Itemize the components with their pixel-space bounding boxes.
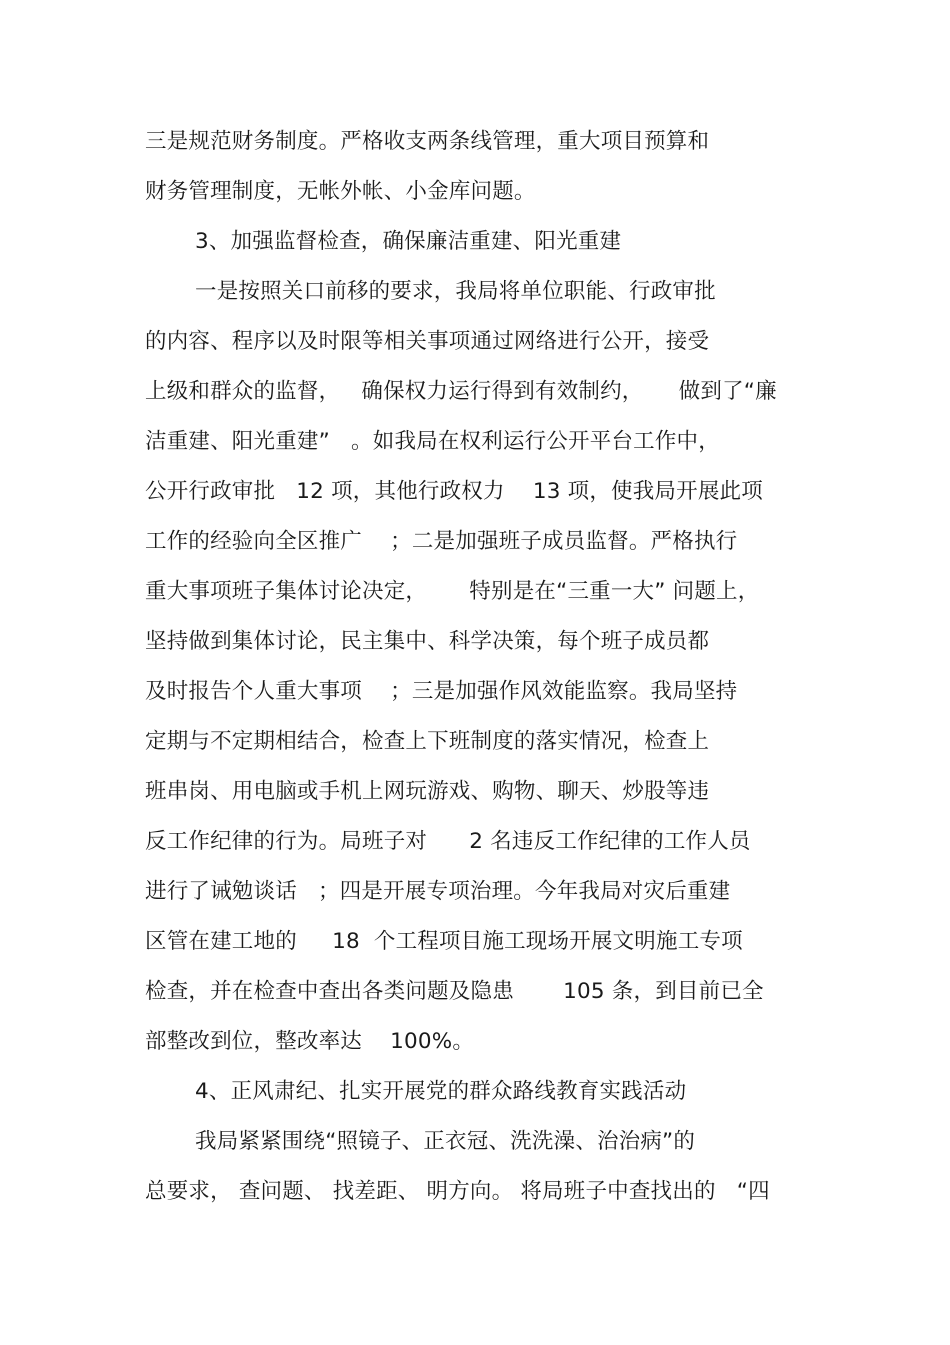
text-line: 我局紧紧围绕“照镜子、正衣冠、洗洗澡、治治病”的 [195, 1129, 696, 1154]
text-line: 定期与不定期相结合，检查上下班制度的落实情况，检查上 [145, 729, 710, 754]
section-heading: 3、加强监督检查，确保廉洁重建、阳光重建 [195, 229, 622, 254]
text-line: 班串岗、用电脑或手机上网玩游戏、购物、聊天、炒股等违 [145, 779, 710, 804]
text-line: 三是规范财务制度。严格收支两条线管理，重大项目预算和 [145, 129, 710, 154]
text-line: 的内容、程序以及时限等相关事项通过网络进行公开，接受 [145, 329, 710, 354]
text-line: 重大事项班子集体讨论决定， 特别是在“三重一大” 问题上， [145, 579, 760, 604]
text-line: 及时报告个人重大事项 ；三是加强作风效能监察。我局坚持 [145, 679, 738, 704]
text-line: 总要求， 查问题、 找差距、 明方向。 将局班子中查找出的 “四 [145, 1179, 770, 1204]
text-line: 工作的经验向全区推广 ；二是加强班子成员监督。严格执行 [145, 529, 738, 554]
text-line: 坚持做到集体讨论，民主集中、科学决策，每个班子成员都 [145, 629, 710, 654]
text-line: 洁重建、阳光重建” 。如我局在权利运行公开平台工作中， [145, 429, 720, 454]
text-line: 公开行政审批 12 项，其他行政权力 13 项，使我局开展此项 [145, 479, 763, 504]
text-line: 区管在建工地的 18 个工程项目施工现场开展文明施工专项 [145, 929, 743, 954]
text-line: 反工作纪律的行为。局班子对 2 名违反工作纪律的工作人员 [145, 829, 751, 854]
text-line: 财务管理制度，无帐外帐、小金库问题。 [145, 179, 536, 204]
text-line: 上级和群众的监督， 确保权力运行得到有效制约， 做到了“廉 [145, 379, 777, 404]
text-line: 一是按照关口前移的要求，我局将单位职能、行政审批 [195, 279, 716, 304]
text-line: 部整改到位，整改率达 100%。 [145, 1029, 475, 1054]
text-line: 进行了诫勉谈话 ；四是开展专项治理。今年我局对灾后重建 [145, 879, 731, 904]
section-heading: 4、正风肃纪、扎实开展党的群众路线教育实践活动 [195, 1079, 687, 1104]
text-line: 检查，并在检查中查出各类问题及隐患 105 条，到目前已全 [145, 979, 764, 1004]
